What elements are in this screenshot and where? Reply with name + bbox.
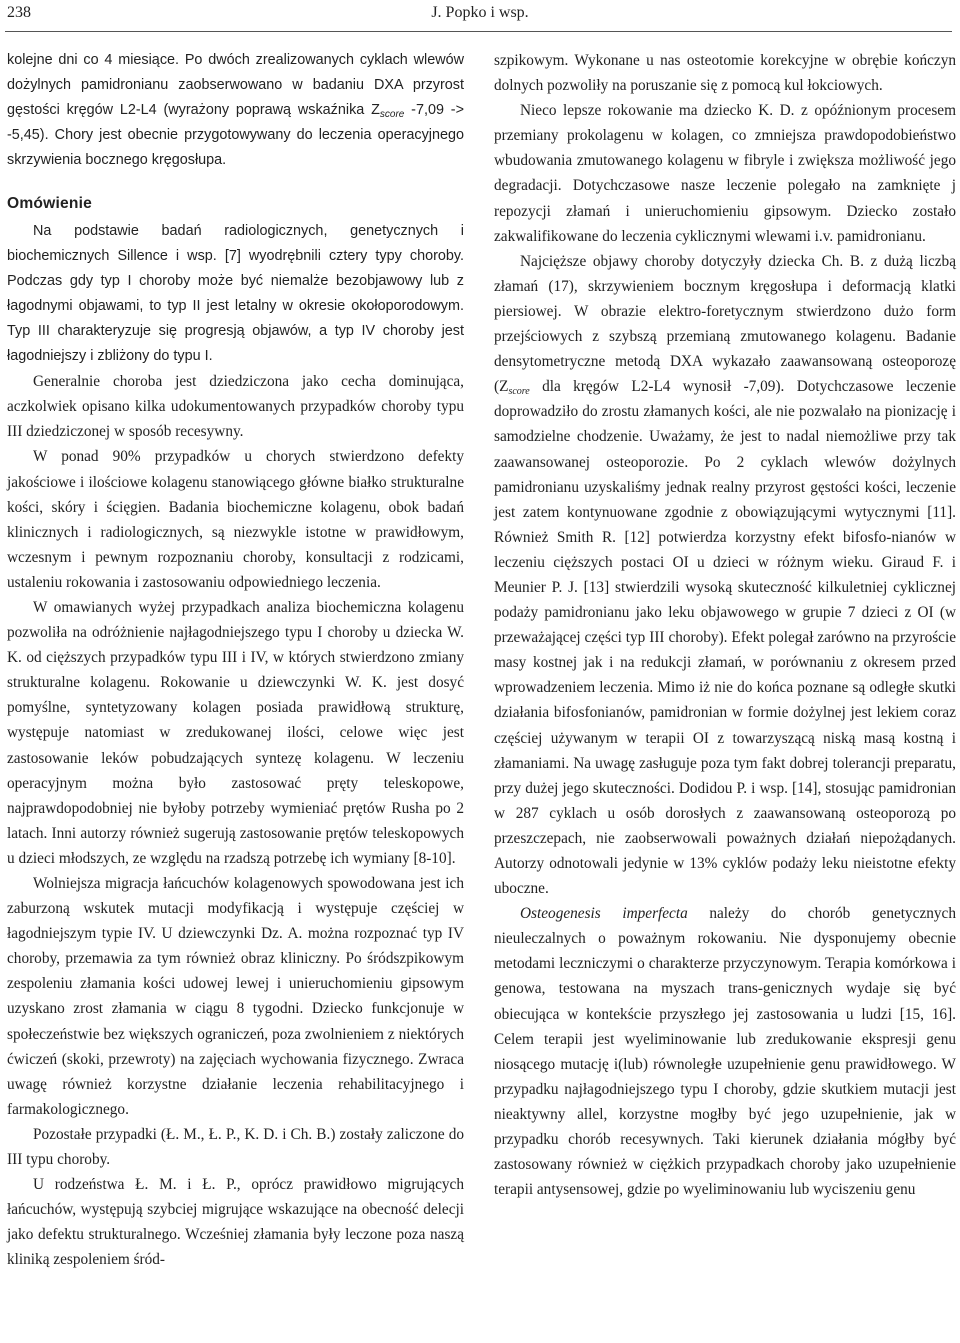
paragraph: Generalnie choroba jest dziedziczona jako cecha dominująca, aczkolwiek opisano kilka udokumentowanych przypadków choroby typu III dziedziczonej w sposób recesywny. <box>7 373 464 441</box>
paragraph: Osteogenesis imperfecta należy do chorób genetycznych nieuleczalnych o poważnym rokowaniu. Nie dysponujemy obecnie metodami leczniczymi o charakterze przyczynowym. Terapia komórkowa i genowa, testowana na myszach trans-genicznych wydaje się być obiecująca w kontekście przyszłego jej zastosowania u ludzi [15, 16]. Celem terapii jest wyeliminowanie lub zredukowanie ekspresji genu niosącego mutację i(lub) równoległe uzupełnienie genu prawidłowego. W przypadku najłagodniejszego typu I choroby, gdzie skutkiem mutacji jest nieaktywny allel, korzystne mogłby być jego uzupełnienie, jak w przypadku chorób recesywnych. Taki kierunek działania mógłby być zastosowany również w ciężkich przypadkach choroby jako uzupełnienie terapii antysensowej, gdzie po wyeliminowaniu lub wyciszeniu genu <box>494 905 956 1199</box>
running-head: J. Popko i wsp. <box>431 4 529 21</box>
paragraph: W omawianych wyżej przypadkach analiza biochemiczna kolagenu pozwoliła na odróżnienie najłagodniejszego typu I choroby u dziecka W. K. od cięższych przypadków typu III i IV, w których stwierdzono zmiany strukturalne kolagenu. Rokowanie u dziewczynki W. K. jest dosyć pomyślne, syntetyzowany kolagen posiada prawidłową strukturę, występuje natomiast w zredukowanej ilości, celowe więc jest zastosowanie leków pobudzających syntezę kolagenu. W leczeniu operacyjnym można było zastosować pręty teleskopowe, najprawdopodobniej nie byłoby potrzeby wymieniać prętów Rusha po 2 latach. Inni autorzy również sugerują zastosowanie prętów teleskopowych u dzieci młodszych, ze względu na rzadszą potrzebę ich wymiany [8-10]. <box>7 598 464 867</box>
paragraph: szpikowym. Wykonane u nas osteotomie korekcyjne w obrębie kończyn dolnych pozwoliły na poruszanie się z pomocą kul łokciowych. <box>494 52 956 95</box>
paragraph: kolejne dni co 4 miesiące. Po dwóch zrealizowanych cyklach wlewów dożylnych pamidronianu zaobserwowano w badaniu DXA przyrost gęstości kręgów L2-L4 (wyrażony poprawą wskaźnika $Z_{score}$ -7,09 -> -5,45). Chory jest obecnie przygotowywany do leczenia operacyjnego skrzywienia bocznego kręgosłupa. <box>7 52 464 169</box>
paragraph: Na podstawie badań radiologicznych, genetycznych i biochemicznych Sillence i wsp. [7] wyodrębnili cztery typy choroby. Podczas gdy typ I choroby może być niemalże bezobjawowy lub z łagodnymi objawami, to typ II jest letalny w okresie okołoporodowym. Typ III charakteryzuje się progresją objawów, a typ IV choroby jest łagodniejszy i zbliżony do typu I. <box>7 222 464 365</box>
page-number: 238 <box>7 4 31 21</box>
paragraph: Wolniejsza migracja łańcuchów kolagenowych spowodowana jest ich zaburzoną wskutek mutacji modyfikacją i występuje częściej w łagodniejszym typie IV. U dziewczynki Dz. A. można rozpoznać typ IV choroby, przemawia za tym również obraz kliniczny. Po śródszpikowym zespoleniu złamania kości udowej lewej i unieruchomieniu gipsowym uzyskano zrost złamania w ciągu 8 tygodni. Dziecko funkcjonuje w społeczeństwie bez większych ograniczeń, poza zwolnieniem z niektórych ćwiczeń (skoki, przewroty) na zajęciach wychowania fizycznego. Zwraca uwagę również korzystne działanie leczenia rehabilitacyjnego i farmakologicznego. <box>7 875 464 1118</box>
paragraph: Nieco lepsze rokowanie ma dziecko K. D. z opóźnionym procesem przemiany prokolagenu w kolagen, co zmniejsza prawdopodobieństwo wbudowania zmutowanego kolagenu w fibryle i zwiększa możliwość jego degradacji. Dotychczasowe nasze leczenie polegało na zamknięte j repozycji złamań i unieruchomieniu gipsowym. Dziecko zostało zakwalifikowane do leczenia cyklicznymi wlewami i.v. pamidronianu. <box>494 102 956 245</box>
paragraph: Najcięższe objawy choroby dotyczyły dziecka Ch. B. z dużą liczbą złamań (17), skrzywieniem bocznym kręgosłupa i deformacją klatki piersiowej. W obrazie elektro-foretycznym stwierdzono dużo form przejściowych z szybszą przemianą zmutowanego kolagenu. Badanie densytometryczne metodą DXA wykazało zaawansowaną osteoporozę ($Z_{score}$ dla kręgów L2-L4 wynosił -7,09). Dotychczasowe leczenie doprowadziło do zrostu złamanych kości, ale nie pozwalało na pionizację i samodzielne chodzenie. Uważamy, że jest to nadal niemożliwe przy tak zaawansowanej osteoporozie. Po 2 cyklach wlewów dożylnych pamidronianu uzyskaliśmy jednak realny przyrost gęstości kości, leczenie jest zatem kontynuowane zgodnie z obowiązującymi wytycznymi [11]. Również Smith R. [12] potwierdza korzystny efekt bifosfo-nianów w leczeniu cięższych postaci OI u dzieci w różnym wieku. Giraud F. i Meunier P. J. [13] stwierdzili wysoką skuteczność kilkuletniej cyklicznej podaży pamidronianu jako leku objawowego w grupie 7 dzieci z OI (w przeważającej części typ III choroby). Efekt polegał zarówno na przyroście masy kostnej jak i na redukcji złamań, w porównaniu z okresem przed wprowadzeniem leczenia. Mimo iż nie do końca poznane są odległe skutki działania bifosfonianów, pamidronian w formie dożylnej jest lekiem coraz częściej używanym w terapii OI z towarzyszącą niską masą kostną i złamaniami. Na uwagę zasługuje poza tym fakt dobrej tolerancji preparatu, przy dużej jego skuteczności. Dodidou P. i wsp. [14], stosując pamidronian w 287 cyklach u osób dorosłych z zaawansowaną osteoporozą po przeszczepach, nie zaobserwowali poważnych działań niepożądanych. Autorzy odnotowali jedynie w 13% cyklów podaży leku nieistotne efekty uboczne. <box>494 252 956 898</box>
paragraph: W ponad 90% przypadków u chorych stwierdzono defekty jakościowe i ilościowe kolagenu stanowiącego główne białko strukturalne kości, skóry i ścięgien. Badania biochemiczne kolagenu, obok badań klinicznych i radiologicznych, są niezwykle istotne w prawidłowym, wczesnym i pewnym rozpoznaniu choroby, konsultacji z rodzicami, ustaleniu rokowania i zastosowaniu odpowiedniego leczenia. <box>7 448 464 591</box>
paragraph: U rodzeństwa Ł. M. i Ł. P., oprócz prawidłowo migrujących łańcuchów, występują szybciej migrujące wskazujące na obecność delecji jako defektu strukturalnego. Wcześniej złamania były leczone poza naszą kliniką zespoleniem śród- <box>7 1176 464 1269</box>
section-heading: Omówienie <box>7 195 92 213</box>
paragraph: Pozostałe przypadki (Ł. M., Ł. P., K. D. i Ch. B.) zostały zaliczone do III typu choroby. <box>7 1125 464 1169</box>
header-rule <box>5 31 952 32</box>
right-column <box>494 48 956 1202</box>
page-header <box>0 0 960 34</box>
left-column <box>7 48 464 1273</box>
